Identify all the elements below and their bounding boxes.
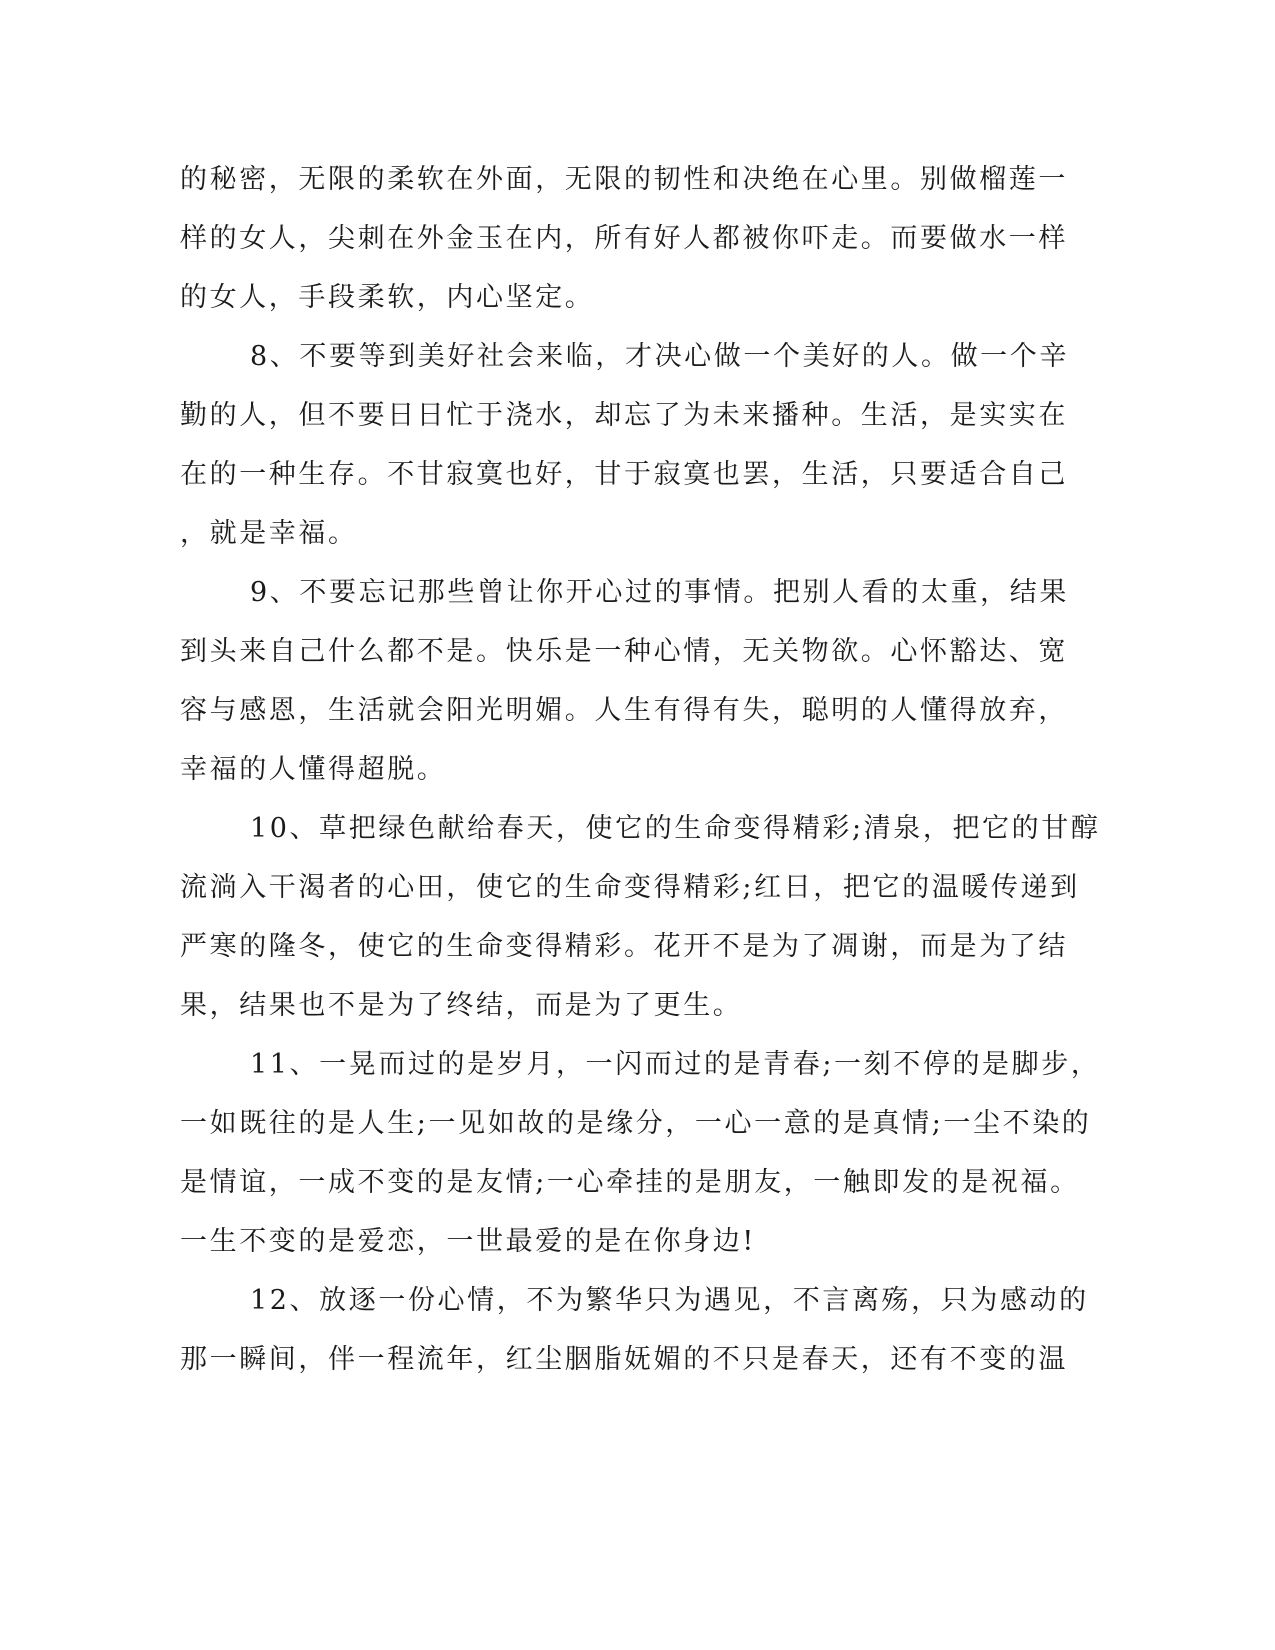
paragraph-line: 8、不要等到美好社会来临，才决心做一个美好的人。做一个辛 bbox=[250, 341, 1069, 372]
paragraph-line: 10、草把绿色献给春天，使它的生命变得精彩;清泉，把它的甘醇 bbox=[250, 813, 1101, 844]
paragraph-line: 勤的人，但不要日日忙于浇水，却忘了为未来播种。生活，是实实在 bbox=[180, 400, 1068, 431]
paragraph-line: 在的一种生存。不甘寂寞也好，甘于寂寞也罢，生活，只要适合自己 bbox=[180, 459, 1068, 490]
paragraph-line: 9、不要忘记那些曾让你开心过的事情。把别人看的太重，结果 bbox=[250, 577, 1069, 608]
paragraph-line: 样的女人，尖刺在外金玉在内，所有好人都被你吓走。而要做水一样 bbox=[180, 223, 1068, 254]
paragraph-line: 12、放逐一份心情，不为繁华只为遇见，不言离殇，只为感动的 bbox=[250, 1285, 1089, 1316]
paragraph-line: 一如既往的是人生;一见如故的是缘分，一心一意的是真情;一尘不染的 bbox=[180, 1108, 1092, 1139]
paragraph-line: 一生不变的是爱恋，一世最爱的是在你身边! bbox=[180, 1226, 756, 1257]
paragraph-line: 那一瞬间，伴一程流年，红尘胭脂妩媚的不只是春天，还有不变的温 bbox=[180, 1344, 1068, 1375]
paragraph-line: 11、一晃而过的是岁月，一闪而过的是青春;一刻不停的是脚步， bbox=[250, 1049, 1101, 1080]
paragraph-line: 的女人，手段柔软，内心坚定。 bbox=[180, 282, 595, 313]
paragraph-line: 严寒的隆冬，使它的生命变得精彩。花开不是为了凋谢，而是为了结 bbox=[180, 931, 1068, 962]
paragraph-line: 幸福的人懂得超脱。 bbox=[180, 754, 447, 785]
paragraph-line: 是情谊，一成不变的是友情;一心牵挂的是朋友，一触即发的是祝福。 bbox=[180, 1167, 1080, 1198]
paragraph-line: 果，结果也不是为了终结，而是为了更生。 bbox=[180, 990, 743, 1021]
paragraph-line: 流淌入干渴者的心田，使它的生命变得精彩;红日，把它的温暖传递到 bbox=[180, 872, 1080, 903]
paragraph-line: ，就是幸福。 bbox=[180, 518, 358, 549]
paragraph-line: 容与感恩，生活就会阳光明媚。人生有得有失，聪明的人懂得放弃， bbox=[180, 695, 1068, 726]
paragraph-line: 到头来自己什么都不是。快乐是一种心情，无关物欲。心怀豁达、宽 bbox=[180, 636, 1068, 667]
paragraph-line: 的秘密，无限的柔软在外面，无限的韧性和决绝在心里。别做榴莲一 bbox=[180, 164, 1068, 195]
